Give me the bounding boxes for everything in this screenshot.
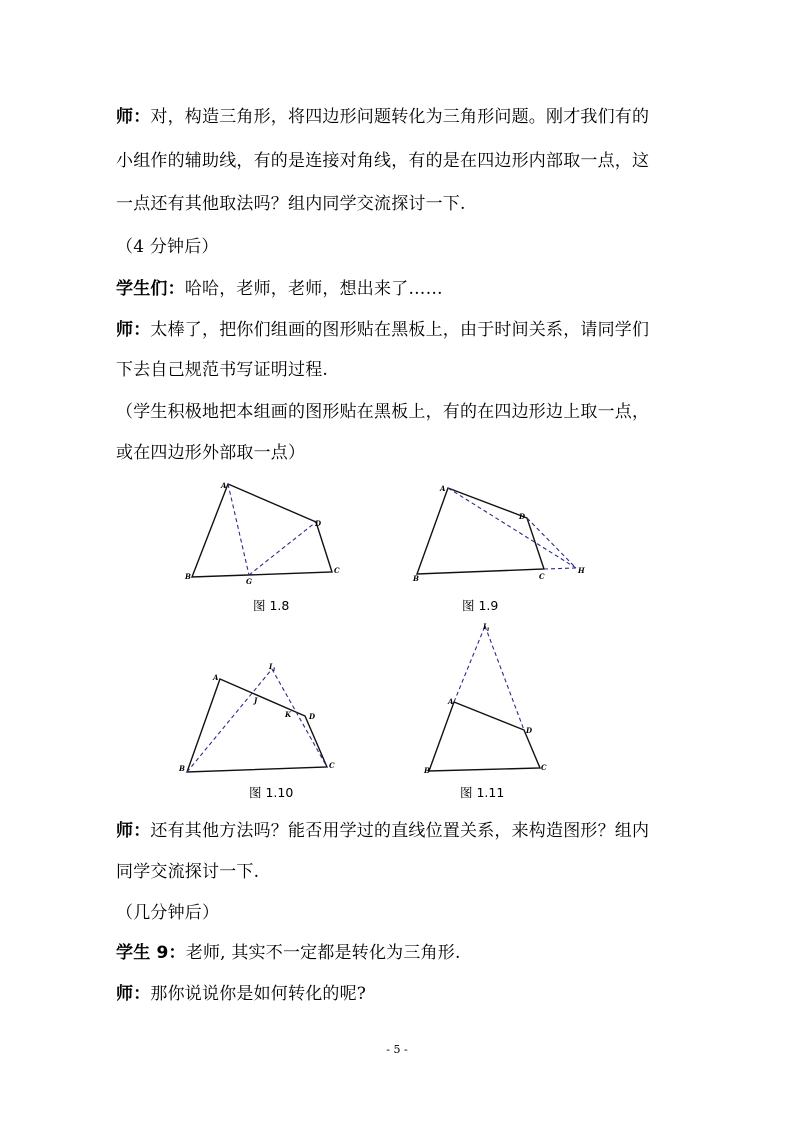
vertex-label-d: D — [315, 519, 322, 528]
quadrilateral — [187, 679, 327, 772]
figure-1-10 — [175, 658, 345, 776]
dashed-segment — [187, 669, 272, 772]
speaker-label: 学生们： — [116, 279, 185, 299]
line-text: （几分钟后） — [116, 903, 220, 923]
paragraph-line-8 — [116, 397, 649, 422]
line-text: （4 分钟后） — [116, 237, 219, 257]
speaker-label: 师： — [116, 821, 151, 841]
paragraph-line-9 — [116, 438, 305, 463]
figure-1-11 — [420, 618, 560, 778]
paragraph-line-14 — [116, 979, 366, 1004]
vertex-label-c: C — [541, 763, 547, 772]
vertex-label-b: B — [424, 766, 430, 775]
line-text: 老师, 其实不一定都是转化为三角形. — [185, 943, 461, 963]
line-text: 哈哈，老师，老师，想出来了…… — [184, 279, 443, 299]
line-text: 同学交流探讨一下. — [116, 862, 260, 882]
dashed-segment — [485, 626, 524, 730]
line-text: 对，构造三角形，将四边形问题转化为三角形问题。刚才我们有的 — [150, 107, 650, 127]
line-text: 那你说说你是如何转化的呢? — [150, 984, 367, 1004]
line-text: 下去自己规范书写证明过程. — [116, 360, 329, 380]
quadrilateral — [192, 484, 332, 577]
paragraph-line-10 — [116, 816, 649, 841]
dashed-segment — [249, 522, 316, 575]
dashed-segment — [272, 669, 327, 767]
speaker-label: 师： — [116, 107, 151, 127]
paragraph-line-7 — [116, 355, 328, 380]
vertex-label-k: K — [285, 710, 292, 719]
paragraph-line-5 — [116, 274, 443, 299]
line-text: 太棒了，把你们组画的图形贴在黑板上，由于时间关系，请同学们 — [150, 320, 650, 340]
line-text: 还有其他方法吗？能否用学过的直线位置关系，来构造图形？组内 — [150, 821, 650, 841]
vertex-label-a: A — [221, 481, 227, 490]
vertex-label-d: D — [519, 512, 526, 521]
paragraph-line-11 — [116, 857, 259, 882]
page-number: - 5 - — [386, 1043, 408, 1056]
paragraph-line-13 — [116, 938, 461, 963]
paragraph-line-3 — [116, 189, 466, 214]
figure-caption-1-11: 图 1.11 — [460, 785, 505, 800]
vertex-label-c: C — [334, 566, 340, 575]
line-text: 或在四边形外部取一点） — [116, 443, 306, 463]
quadrilateral — [429, 702, 540, 771]
figure-1-8 — [180, 478, 350, 588]
vertex-label-j: J — [254, 696, 258, 705]
speaker-label: 师： — [116, 984, 151, 1004]
line-text: 一点还有其他取法吗？组内同学交流探讨一下. — [116, 194, 466, 214]
vertex-label-b: B — [179, 764, 185, 773]
vertex-label-a: A — [213, 673, 219, 682]
vertex-label-h: H — [578, 566, 585, 575]
dashed-segment — [228, 484, 249, 575]
paragraph-line-1 — [116, 102, 649, 127]
vertex-label-i: $I_1$ — [269, 662, 276, 673]
line-text: 小组作的辅助线，有的是连接对角线，有的是在四边形内部取一点，这 — [116, 151, 650, 171]
vertex-label-d: D — [309, 712, 316, 721]
paragraph-line-6 — [116, 315, 649, 340]
vertex-label-d: D — [526, 726, 533, 735]
figure-caption-1-9: 图 1.9 — [462, 598, 499, 613]
paragraph-line-4 — [116, 232, 219, 257]
vertex-label-b: B — [413, 574, 419, 583]
speaker-label: 师： — [116, 320, 151, 340]
line-text: （学生积极地把本组画的图形贴在黑板上，有的在四边形边上取一点， — [116, 402, 650, 422]
figure-caption-1-8: 图 1.8 — [253, 598, 290, 613]
dashed-segment — [527, 518, 576, 568]
dashed-segment — [448, 488, 576, 568]
vertex-label-c: C — [539, 572, 545, 581]
speaker-label: 学生 9： — [116, 943, 186, 963]
vertex-label-a: A — [448, 697, 454, 706]
vertex-label-c: C — [329, 761, 335, 770]
dashed-segment — [454, 626, 485, 702]
figure-caption-1-10: 图 1.10 — [249, 785, 294, 800]
vertex-label-a: A — [440, 484, 446, 493]
dashed-segment — [544, 568, 576, 569]
vertex-label-b: B — [185, 572, 191, 581]
vertex-label-g: G — [246, 577, 252, 586]
figure-1-9 — [405, 478, 595, 588]
vertex-label-i: $I_1$ — [483, 622, 490, 633]
quadrilateral — [417, 488, 544, 574]
paragraph-line-12 — [116, 898, 219, 923]
paragraph-line-2 — [116, 146, 649, 171]
